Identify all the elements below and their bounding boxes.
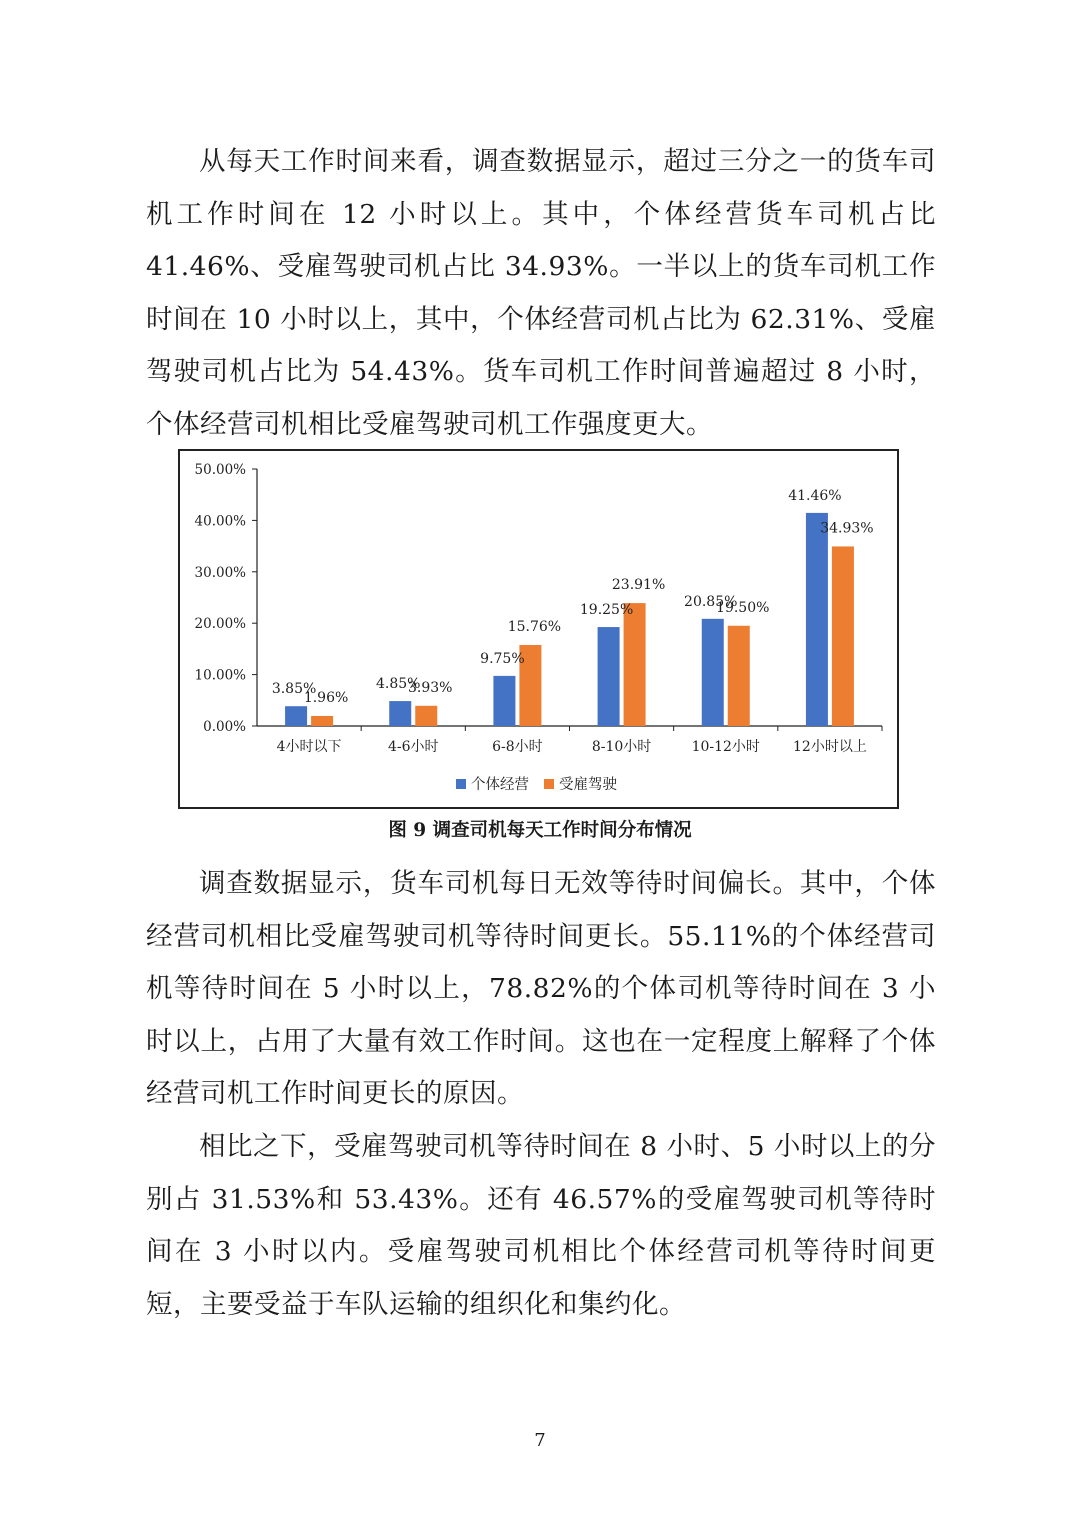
y-tick-label: 20.00%	[194, 616, 246, 633]
bar-self-employed	[285, 706, 307, 726]
data-label: 15.76%	[507, 618, 562, 635]
x-tick-label: 8-10小时	[591, 739, 652, 755]
paragraph-work-hours: 从每天工作时间来看，调查数据显示，超过三分之一的货车司机工作时间在 12 小时以上。其中，个体经营货车司机占比 41.46%、受雇驾驶司机占比 34.93%。一半以上的货车司机工作时间在 10 小时以上，其中，个体经营司机占比为 62.31%、受雇驾驶司机占比为 54.43%。货车司机工作时间普遍超过 8 小时，个体经营司机相比受雇驾驶司机工作强度更大。	[146, 146, 936, 440]
data-label: 34.93%	[820, 520, 874, 537]
data-label: 3.85%	[271, 681, 317, 698]
data-label: 41.46%	[788, 487, 842, 504]
data-label: 4.85%	[376, 676, 421, 693]
x-tick-label: 4-6小时	[387, 739, 439, 755]
bar-self-employed	[806, 513, 828, 726]
bar-employed	[832, 546, 854, 726]
data-label: 1.96%	[303, 689, 349, 706]
data-label: 20.85%	[684, 593, 738, 610]
figure-caption: 图 9 调查司机每天工作时间分布情况	[388, 820, 692, 841]
legend-label: 个体经营	[471, 777, 529, 793]
bar-employed	[415, 706, 437, 726]
y-tick-label: 0.00%	[203, 719, 246, 735]
page-number: 7	[534, 1430, 546, 1451]
x-tick-label: 12小时以上	[793, 739, 867, 755]
data-label: 3.93%	[408, 679, 453, 696]
data-label: 19.50%	[716, 599, 770, 616]
y-tick-label: 50.00%	[194, 462, 246, 478]
bar-self-employed	[493, 676, 515, 726]
paragraph-waiting-time: 调查数据显示，货车司机每日无效等待时间偏长。其中，个体经营司机相比受雇驾驶司机等待时间更长。55.11%的个体经营司机等待时间在 5 小时以上，78.82%的个体司机等待时间在 3 小时以上，占用了大量有效工作时间。这也在一定程度上解释了个体经营司机工作时间更长的原因。	[146, 868, 936, 1110]
bar-chart-svg	[180, 451, 901, 811]
x-tick-label: 10-12小时	[691, 739, 760, 755]
data-label: 23.91%	[611, 577, 666, 594]
bar-self-employed	[389, 701, 411, 726]
bar-employed	[624, 603, 646, 726]
bar-employed	[728, 626, 750, 726]
legend-swatch	[544, 779, 554, 789]
bar-self-employed	[702, 619, 724, 726]
paragraph-employed-drivers: 相比之下，受雇驾驶司机等待时间在 8 小时、5 小时以上的分别占 31.53%和 53.43%。还有 46.57%的受雇驾驶司机等待时间在 3 小时以内。受雇驾驶司机相比个体经营司机等待时间更短，主要受益于车队运输的组织化和集约化。	[146, 1131, 936, 1320]
data-label: 9.75%	[480, 650, 525, 667]
y-tick-label: 10.00%	[194, 667, 246, 684]
legend-label: 受雇驾驶	[559, 777, 617, 793]
x-tick-label: 4小时以下	[276, 739, 342, 755]
data-label: 19.25%	[579, 602, 634, 619]
legend-swatch	[456, 779, 466, 789]
bar-self-employed	[598, 627, 620, 726]
work-hours-chart	[178, 449, 899, 809]
x-tick-label: 6-8小时	[492, 739, 543, 755]
y-tick-label: 40.00%	[194, 513, 246, 530]
y-tick-label: 30.00%	[194, 564, 246, 581]
bar-employed	[311, 716, 333, 726]
